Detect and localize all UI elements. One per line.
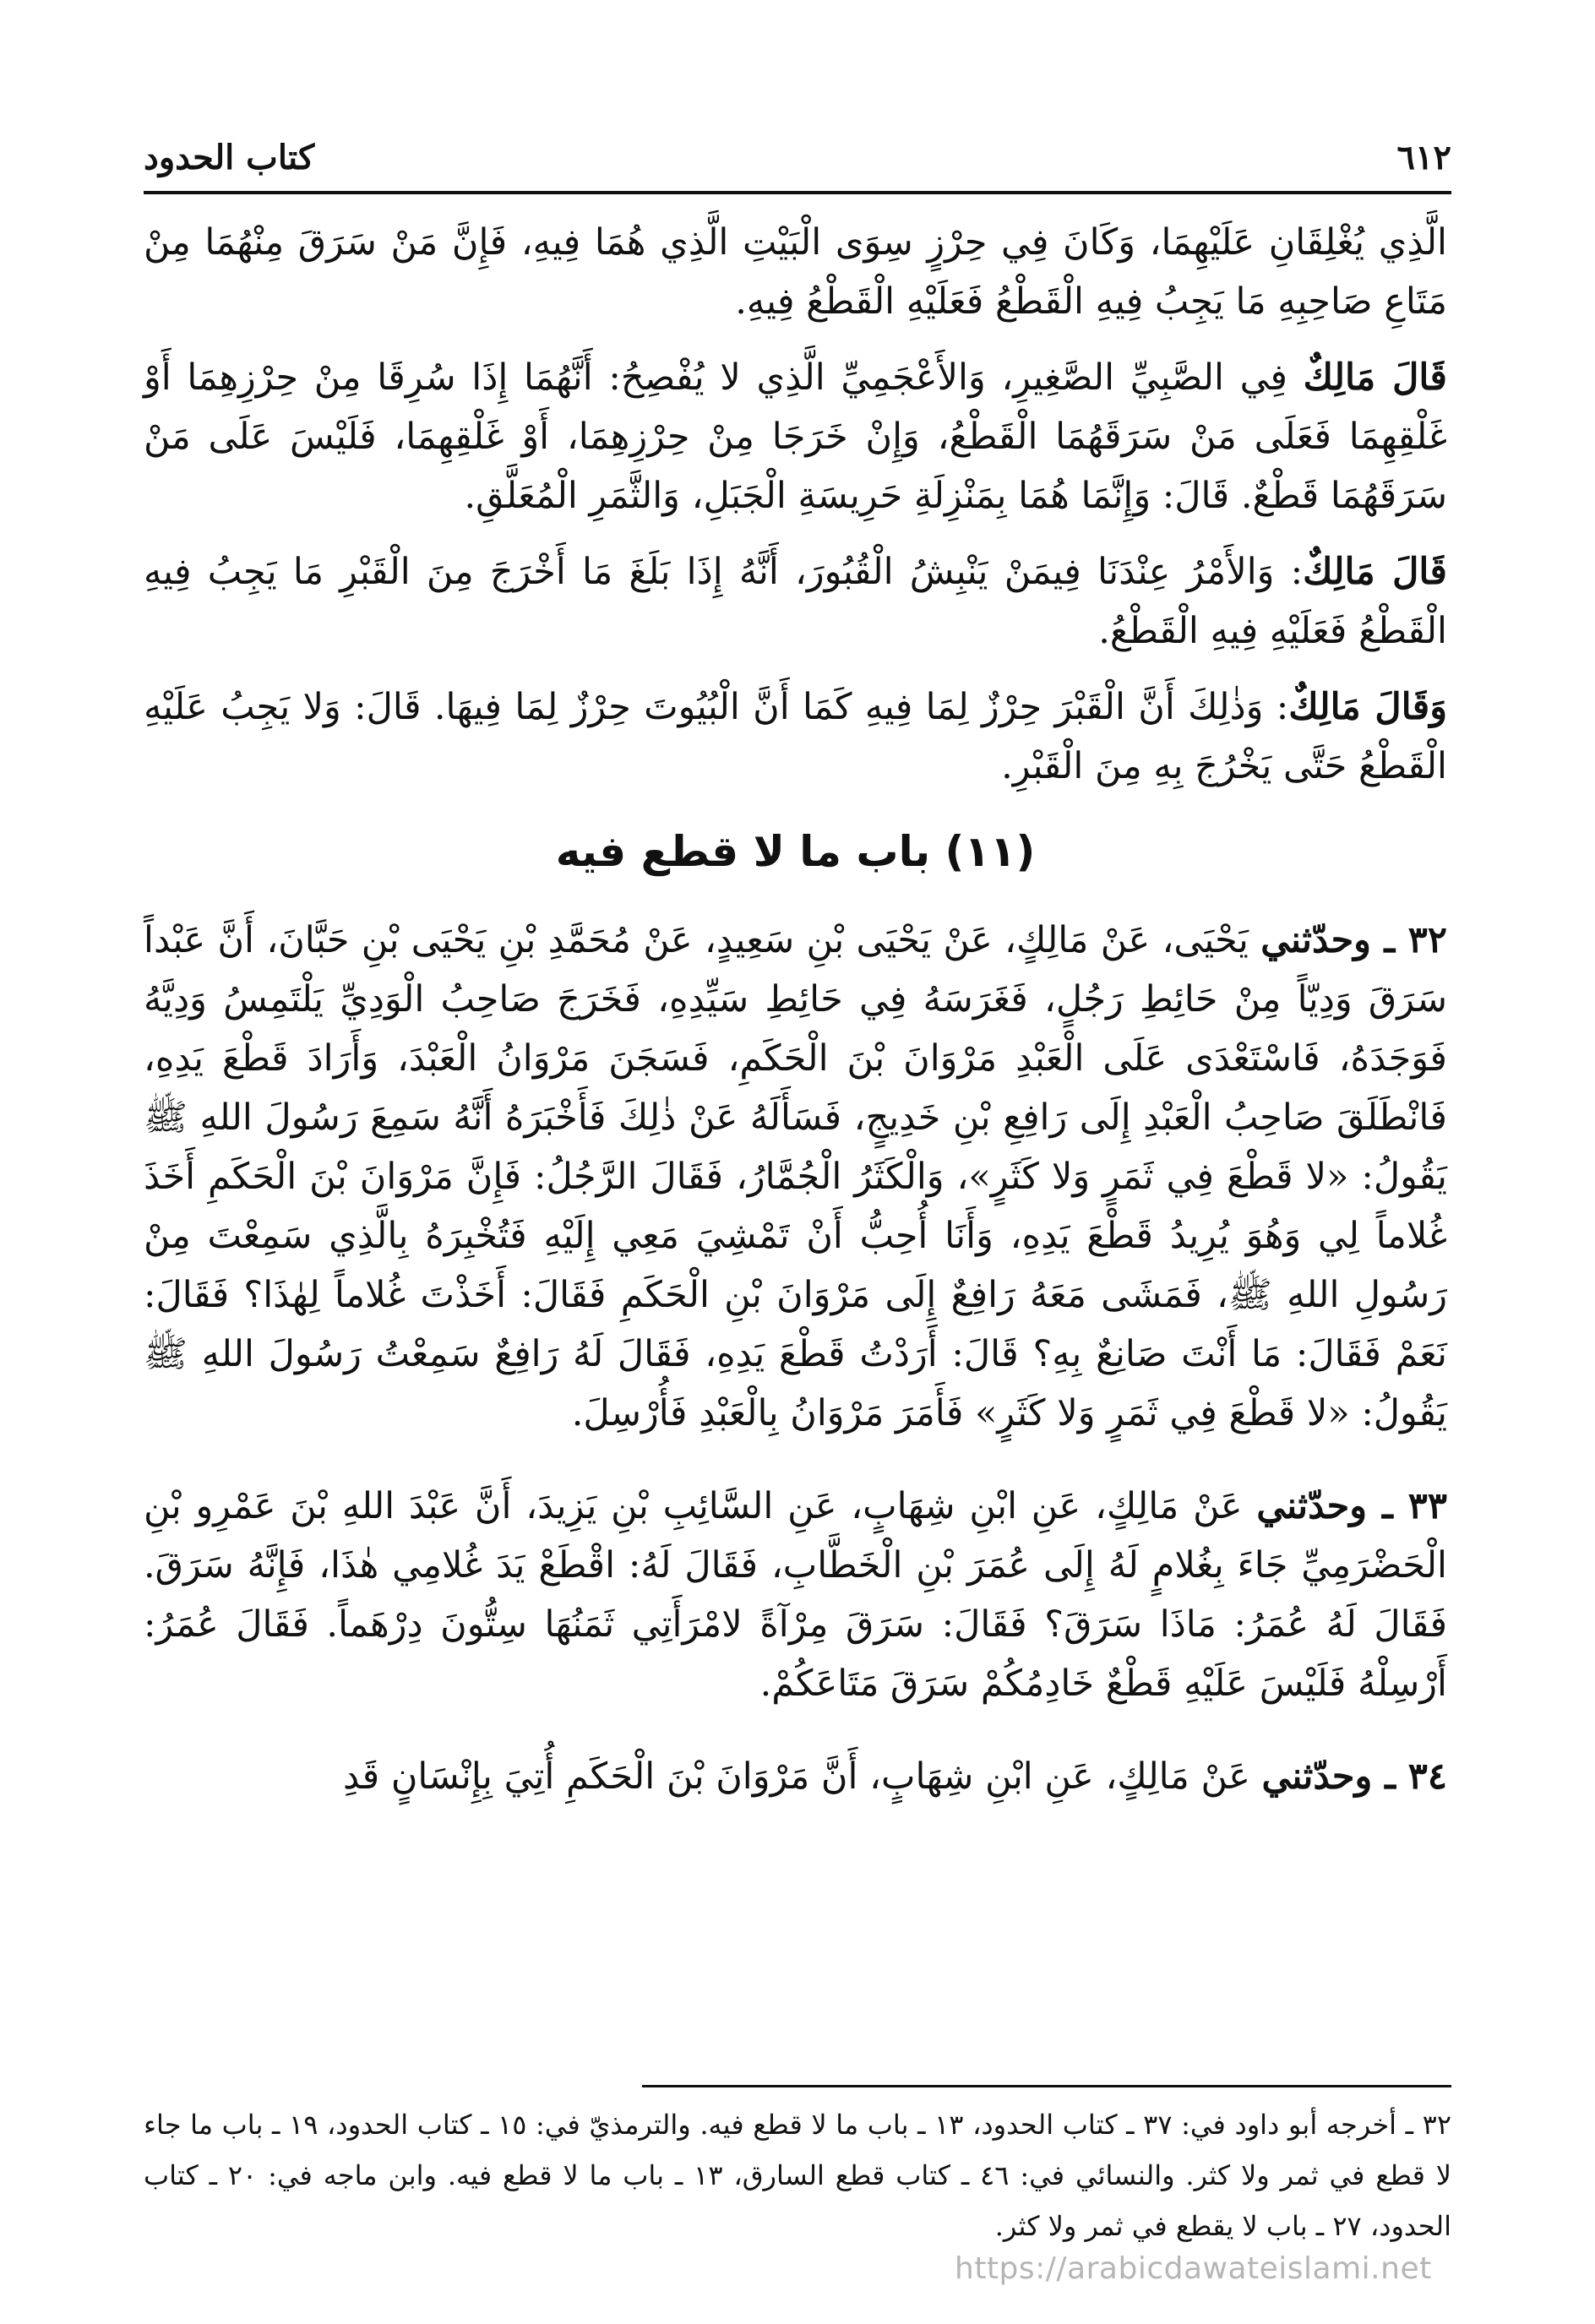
hadith-text: عَنْ مَالِكٍ، عَنِ ابْنِ شِهَابٍ، عَنِ السَّائِبِ بْنِ يَزِيدَ، أَنَّ عَبْدَ اللهِ بْنَ عَمْرِو بْنِ الْحَضْرَمِيِّ جَاءَ بِغُلامٍ لَهُ إِلَى عُمَرَ بْنِ الْخَطَّابِ، فَقَالَ لَهُ: اقْطَعْ يَدَ غُلامِي هٰذَا، فَإِنَّهُ سَرَقَ. فَقَالَ لَهُ عُمَرُ: مَاذَا سَرَقَ؟ فَقَالَ: سَرَقَ مِرْآةً لامْرَأَتِي ثَمَنُهَا سِتُّونَ دِرْهَماً. فَقَالَ عُمَرُ: أَرْسِلْهُ فَلَيْسَ عَلَيْهِ قَطْعٌ خَادِمُكُمْ سَرَقَ مَتَاعَكُمْ.	[144, 1485, 1447, 1705]
header-divider	[144, 191, 1451, 194]
hadith-text: يَحْيَى، عَنْ مَالِكٍ، عَنْ يَحْيَى بْنِ سَعِيدٍ، عَنْ مُحَمَّدِ بْنِ يَحْيَى بْنِ حَبَّانَ، أَنَّ عَبْداً سَرَقَ وَدِيّاً مِنْ حَائِطِ رَجُلٍ، فَغَرَسَهُ فِي حَائِطِ سَيِّدِهِ، فَخَرَجَ صَاحِبُ الْوَدِيِّ يَلْتَمِسُ وَدِيَّهُ فَوَجَدَهُ، فَاسْتَعْدَى عَلَى الْعَبْدِ مَرْوَانَ بْنَ الْحَكَمِ، فَسَجَنَ مَرْوَانُ الْعَبْدَ، وَأَرَادَ قَطْعَ يَدِهِ، فَانْطَلَقَ صَاحِبُ الْعَبْدِ إِلَى رَافِعِ بْنِ خَدِيجٍ، فَسَأَلَهُ عَنْ ذٰلِكَ فَأَخْبَرَهُ أَنَّهُ سَمِعَ رَسُولَ اللهِ ﷺ يَقُولُ: «لا قَطْعَ فِي ثَمَرٍ وَلا كَثَرٍ»، وَالْكَثَرُ الْجُمَّارُ، فَقَالَ الرَّجُلُ: فَإِنَّ مَرْوَانَ بْنَ الْحَكَمِ أَخَذَ غُلاماً لِي وَهُوَ يُرِيدُ قَطْعَ يَدِهِ، وَأَنَا أُحِبُّ أَنْ تَمْشِيَ مَعِي إِلَيْهِ فَتُخْبِرَهُ بِالَّذِي سَمِعْتَ مِنْ رَسُولِ اللهِ ﷺ، فَمَشَى مَعَهُ رَافِعٌ إِلَى مَرْوَانَ بْنِ الْحَكَمِ فَقَالَ: أَخَذْتَ غُلاماً لِهٰذَا؟ فَقَالَ: نَعَمْ فَقَالَ: مَا أَنْتَ صَانِعٌ بِهِ؟ قَالَ: أَرَدْتُ قَطْعَ يَدِهِ، فَقَالَ لَهُ رَافِعٌ سَمِعْتُ رَسُولَ اللهِ ﷺ يَقُولُ: «لا قَطْعَ فِي ثَمَرٍ وَلا كَثَرٍ» فَأَمَرَ مَرْوَانُ بِالْعَبْدِ فَأُرْسِلَ.	[144, 919, 1448, 1434]
watermark-url: https://arabicdawateislami.net	[955, 2251, 1432, 2286]
chapter-heading: (١١) باب ما لا قطع فيه	[555, 827, 1036, 876]
hadith-text: عَنْ مَالِكٍ، عَنِ ابْنِ شِهَابٍ، أَنَّ مَرْوَانَ بْنَ الْحَكَمِ أُتِيَ بِإِنْسَانٍ قَدِ	[343, 1755, 1262, 1798]
paragraph-text: : وَالأَمْرُ عِنْدَنَا فِيمَنْ يَنْبِشُ الْقُبُورَ، أَنَّهُ إِذَا بَلَغَ مَا أَخْرَجَ مِنَ الْقَبْرِ مَا يَجِبُ فِيهِ الْقَطْعُ فَعَلَيْهِ فِيهِ الْقَطْعُ.	[144, 551, 1447, 652]
running-header	[144, 127, 1451, 177]
book-title: كتاب الحدود	[144, 138, 315, 177]
paragraph-text: فِي الصَّبِيِّ الصَّغِيرِ، وَالأَعْجَمِيِّ الَّذِي لا يُفْصِحُ: أَنَّهُمَا إِذَا سُرِقَا مِنْ حِرْزِهِمَا أَوْ غَلْقِهِمَا فَعَلَى مَنْ سَرَقَهُمَا الْقَطْعُ، وَإِنْ خَرَجَا مِنْ حِرْزِهِمَا، أَوْ غَلْقِهِمَا، فَلَيْسَ عَلَى مَنْ سَرَقَهُمَا قَطْعٌ. قَالَ: وَإِنَّمَا هُمَا بِمَنْزِلَةِ حَرِيسَةِ الْجَبَلِ، وَالثَّمَرِ الْمُعَلَّقِ.	[144, 356, 1447, 517]
paragraph-text: الَّذِي يُغْلِقَانِ عَلَيْهِمَا، وَكَانَ فِي حِرْزٍ سِوَى الْبَيْتِ الَّذِي هُمَا فِيهِ، فَإِنَّ مَنْ سَرَقَ مِنْهُمَا مِنْ مَتَاعِ صَاحِبِهِ مَا يَجِبُ فِيهِ الْقَطْعُ فَعَلَيْهِ الْقَطْعُ فِيهِ.	[144, 221, 1447, 323]
hadith-34	[144, 1747, 1447, 1806]
paragraph-continuation	[144, 213, 1447, 331]
page-number: ٦١٢	[1396, 138, 1451, 177]
hadith-number-lead: ٣٣ ـ وحدّثني	[1256, 1485, 1447, 1527]
speaker-label: قَالَ مَالِكٌ	[1303, 356, 1447, 399]
speaker-label: قَالَ مَالِكٌ	[1303, 551, 1447, 593]
paragraph-text: : وَذٰلِكَ أَنَّ الْقَبْرَ حِرْزٌ لِمَا فِيهِ كَمَا أَنَّ الْبُيُوتَ حِرْزٌ لِمَا فِيهَا. قَالَ: وَلا يَجِبُ عَلَيْهِ الْقَطْعُ حَتَّى يَخْرُجَ بِهِ مِنَ الْقَبْرِ.	[144, 686, 1447, 787]
hadith-number-lead: ٣٤ ـ وحدّثني	[1261, 1755, 1447, 1798]
speaker-label: وَقَالَ مَالِكٌ	[1288, 686, 1448, 728]
footnotes	[144, 2099, 1451, 2251]
paragraph-malik-graves	[144, 542, 1447, 661]
paragraph-malik-child	[144, 348, 1447, 525]
hadith-33	[144, 1477, 1447, 1713]
paragraph-malik-grave-hirz	[144, 678, 1447, 796]
hadith-32	[144, 911, 1447, 1443]
footnote-32: ٣٢ ـ أخرجه أبو داود في: ٣٧ ـ كتاب الحدود، ١٣ ـ باب ما لا قطع فيه. والترمذيّ في: ١٥ ـ كتاب الحدود، ١٩ ـ باب ما جاء لا قطع في ثمر ولا كثر. والنسائي في: ٤٦ ـ كتاب قطع السارق، ١٣ ـ باب ما لا قطع فيه. وابن ماجه في: ٢٠ ـ كتاب الحدود، ٢٧ ـ باب لا يقطع في ثمر ولا كثر.	[144, 2109, 1452, 2242]
footnote-divider	[642, 2085, 1451, 2087]
main-text	[144, 213, 1447, 1823]
hadith-number-lead: ٣٢ ـ وحدّثني	[1260, 919, 1447, 961]
